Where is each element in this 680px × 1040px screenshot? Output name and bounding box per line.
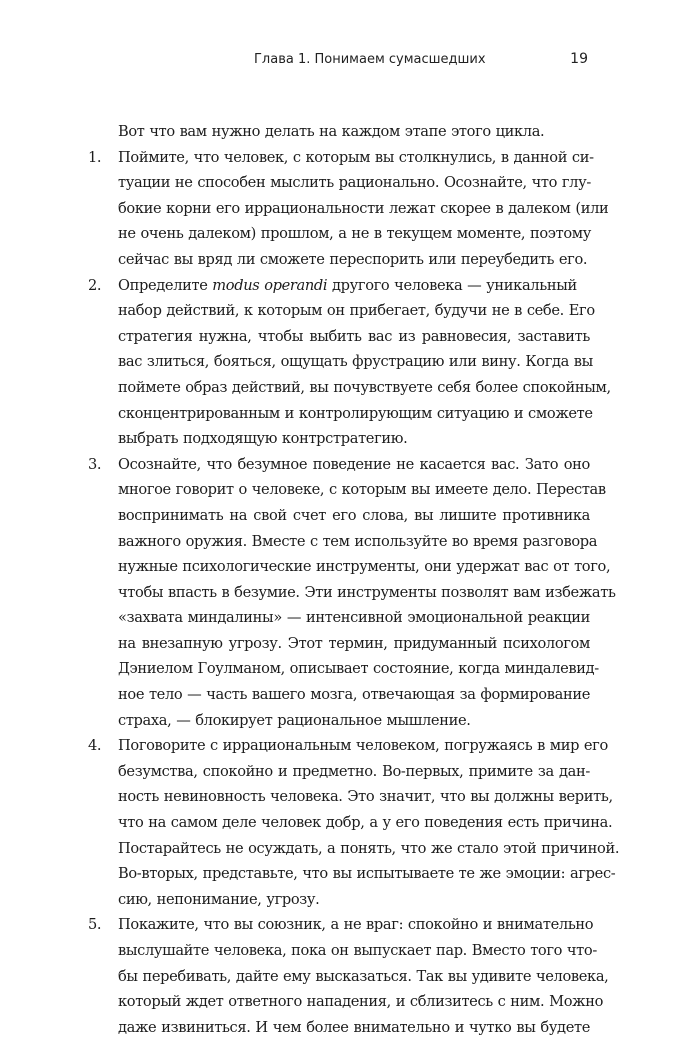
text-line: безумства, спокойно и предметно. Во-первых, примите за дан- [118, 762, 590, 780]
intro-paragraph: Вот что вам нужно делать на каждом этапе этого цикла. [118, 123, 545, 140]
text-line: набор действий, к которым он прибегает, будучи не в себе. Его [118, 302, 595, 320]
text-line: который ждет ответного нападения, и сблизитесь с ним. Можно [118, 993, 604, 1011]
text-line: Поймите, что человек, с которым вы столкнулись, в данной си- [118, 148, 594, 166]
step-number: 2. [88, 276, 102, 294]
italic-term: modus operandi [212, 276, 328, 294]
text-line: сию, непонимание, угрозу. [118, 890, 320, 908]
text-line: Покажите, что вы союзник, а не враг: спокойно и внимательно [118, 916, 594, 934]
text-line: даже извиниться. И чем более внимательно и чутко вы будете [118, 1018, 590, 1036]
text-line: бы перебивать, дайте ему высказаться. Так вы удивите человека, [118, 967, 609, 985]
list-item [88, 733, 620, 912]
text-line: чтобы впасть в безумие. Эти инструменты позволят вам избежать [118, 583, 616, 601]
list-item [88, 273, 611, 452]
text-line: туации не способен мыслить рационально. Осознайте, что глу- [118, 174, 591, 192]
text-line: воспринимать на свой счет его слова, вы лишите противника [118, 506, 590, 524]
text-line: не очень далеком) прошлом, а не в текущем моменте, поэтому [118, 225, 592, 243]
text-line: страха, — блокирует рациональное мышление. [118, 711, 471, 729]
text-fragment: другого человека — уникальный [327, 276, 577, 294]
text-line: многое говорит о человеке, с которым вы имеете дело. Перестав [118, 481, 606, 499]
text-line: Постарайтесь не осуждать, а понять, что же стало этой причиной. [118, 839, 620, 857]
text-line: ность невиновность человека. Это значит, что вы должны верить, [118, 788, 613, 806]
text-line: сейчас вы вряд ли сможете переспорить или переубедить его. [118, 250, 588, 268]
step-number: 5. [88, 916, 102, 934]
text-line: выслушайте человека, пока он выпускает пар. Вместо того что- [118, 942, 597, 959]
step-number: 4. [88, 737, 102, 755]
body-text [88, 119, 620, 1040]
text-line: ное тело — часть вашего мозга, отвечающая за формирование [118, 686, 590, 704]
text-line: на внезапную угрозу. Этот термин, придуманный психологом [118, 634, 590, 652]
text-line: Дэниелом Гоулманом, описывает состояние, когда миндалевид- [118, 660, 599, 678]
steps-list [88, 145, 620, 1040]
text-line: Поговорите с иррациональным человеком, погружаясь в мир его [118, 737, 608, 755]
text-line: сконцентрированным и контролирующим ситуацию и сможете [118, 404, 593, 422]
text-line: бокие корни его иррациональности лежат скорее в далеком (или [118, 199, 609, 217]
list-item [88, 452, 616, 734]
text-line: что на самом деле человек добр, а у его поведения есть причина. [118, 814, 613, 832]
step-number: 3. [88, 455, 102, 473]
list-item [88, 145, 609, 273]
page-number: 19 [570, 51, 588, 67]
text-line: поймете образ действий, вы почувствуете себя более спокойным, [118, 378, 611, 396]
text-line: «захвата миндалины» — интенсивной эмоциональной реакции [118, 609, 590, 627]
text-line: нужные психологические инструменты, они удержат вас от того, [118, 558, 611, 576]
step-number: 1. [88, 148, 102, 166]
text-line: выбрать подходящую контрстратегию. [118, 430, 408, 448]
text-fragment: Определите [118, 276, 213, 294]
chapter-title: Глава 1. Понимаем сумасшедших [254, 52, 486, 67]
text-line: Осознайте, что безумное поведение не касается вас. Зато оно [118, 455, 590, 473]
text-line: вас злиться, бояться, ощущать фрустрацию или вину. Когда вы [118, 353, 593, 371]
text-line [118, 273, 590, 299]
running-header [88, 50, 588, 72]
text-line: важного оружия. Вместе с тем используйте во время разговора [118, 532, 598, 550]
list-item [88, 912, 609, 1040]
text-line: стратегия нужна, чтобы выбить вас из равновесия, заставить [118, 327, 590, 345]
text-line: Во-вторых, представьте, что вы испытываете те же эмоции: агрес- [118, 865, 616, 883]
